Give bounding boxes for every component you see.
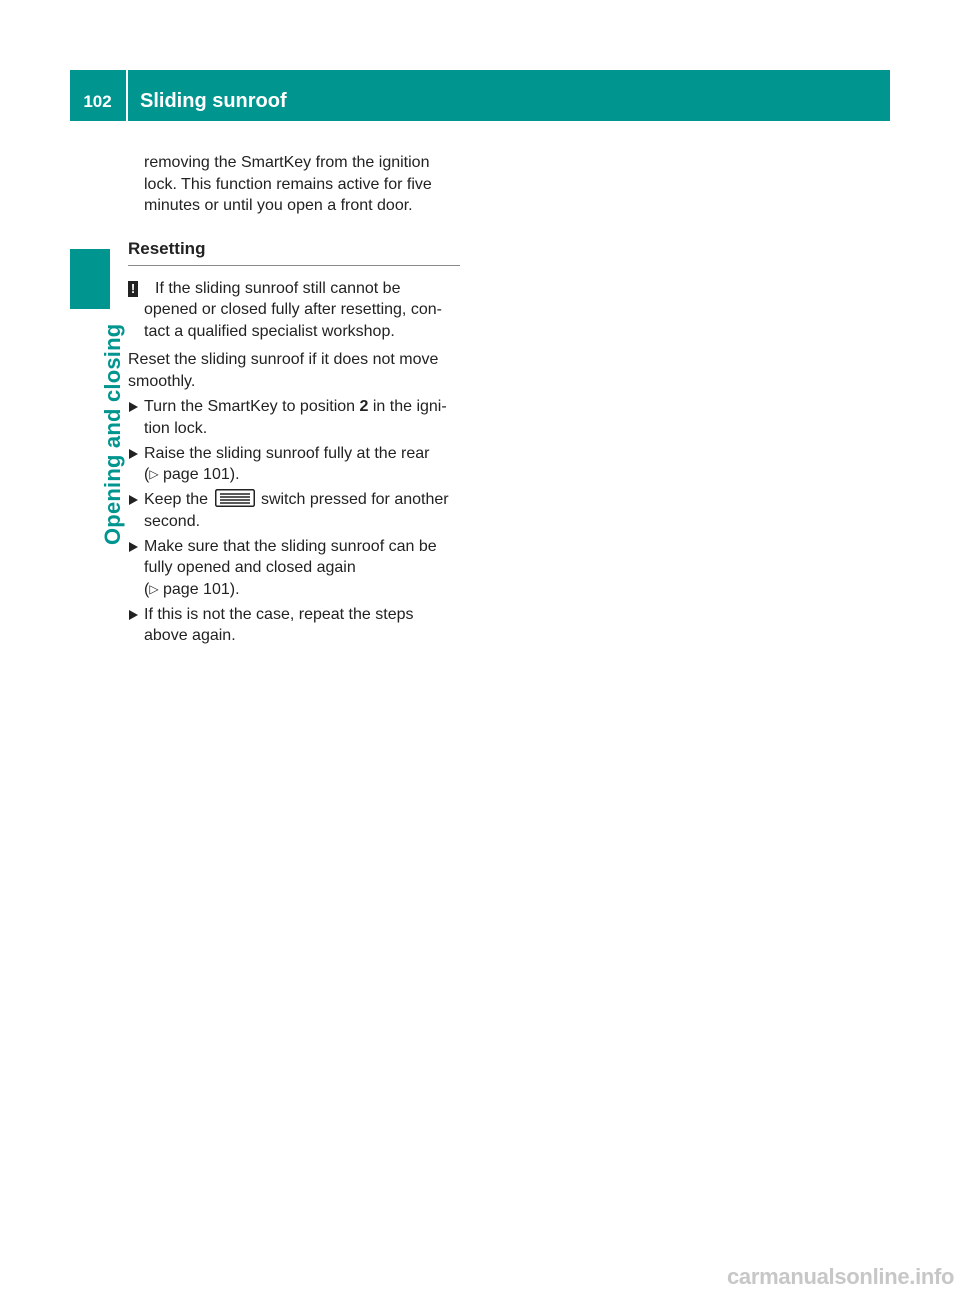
reset-line: smoothly.	[128, 372, 196, 390]
warning-line: opened or closed fully after resetting, con-	[144, 301, 442, 318]
warning-line: tact a qualified specialist workshop.	[144, 322, 395, 340]
triangle-bullet-icon	[129, 402, 138, 412]
step-text: Turn the SmartKey to position	[144, 398, 360, 415]
page-reference-arrow-icon: ▷	[149, 467, 159, 481]
ref-text: page 101).	[158, 466, 240, 483]
triangle-bullet-icon	[129, 542, 138, 552]
reset-paragraph	[128, 349, 460, 392]
page-reference[interactable]	[144, 466, 240, 483]
instruction-step	[128, 443, 460, 486]
ref-text: page 101).	[158, 580, 240, 598]
page-reference[interactable]	[144, 581, 240, 598]
instruction-steps	[128, 396, 460, 647]
section-title: Sliding sunroof	[140, 90, 287, 112]
step-text: in the igni-	[368, 398, 447, 415]
intro-line: removing the SmartKey from the ignition	[144, 154, 430, 171]
intro-paragraph	[128, 152, 460, 217]
exclamation-icon: !	[128, 281, 138, 297]
site-watermark: carmanualsonline.info	[727, 1264, 955, 1289]
ref-paren: (	[144, 580, 150, 598]
sunroof-switch-icon	[215, 489, 255, 507]
ref-paren: (	[144, 466, 150, 483]
header-divider	[126, 70, 128, 121]
instruction-step	[128, 604, 460, 647]
step-text: fully opened and closed again	[144, 559, 356, 576]
triangle-bullet-icon	[129, 495, 138, 505]
step-text: Make sure that the sliding sunroof can be	[144, 537, 437, 555]
reset-line: Reset the sliding sunroof if it does not move	[128, 351, 439, 368]
instruction-step	[128, 396, 460, 439]
triangle-bullet-icon	[129, 449, 138, 459]
section-subheading: Resetting	[128, 238, 460, 266]
step-text: If this is not the case, repeat the steps	[144, 605, 414, 623]
page-reference-arrow-icon: ▷	[149, 581, 159, 596]
page-header	[70, 70, 890, 121]
step-text: tion lock.	[144, 419, 208, 437]
chapter-tab-marker	[70, 249, 110, 309]
warning-line: If the sliding sunroof still cannot be	[155, 279, 401, 297]
warning-note	[128, 278, 460, 343]
step-text: above again.	[144, 627, 236, 644]
instruction-step	[128, 536, 460, 601]
position-number: 2	[359, 398, 369, 415]
triangle-bullet-icon	[129, 610, 138, 620]
step-text: Raise the sliding sunroof fully at the rear	[144, 444, 430, 462]
main-content	[128, 152, 460, 647]
intro-line: lock. This function remains active for five	[144, 175, 432, 193]
page-number: 102	[83, 92, 112, 111]
step-text: second.	[144, 512, 201, 530]
instruction-step	[128, 489, 460, 532]
intro-line: minutes or until you open a front door.	[144, 197, 413, 214]
step-text: switch pressed for another	[256, 491, 449, 508]
chapter-label: Opening and closing	[100, 323, 125, 545]
step-text: Keep the	[144, 491, 213, 508]
